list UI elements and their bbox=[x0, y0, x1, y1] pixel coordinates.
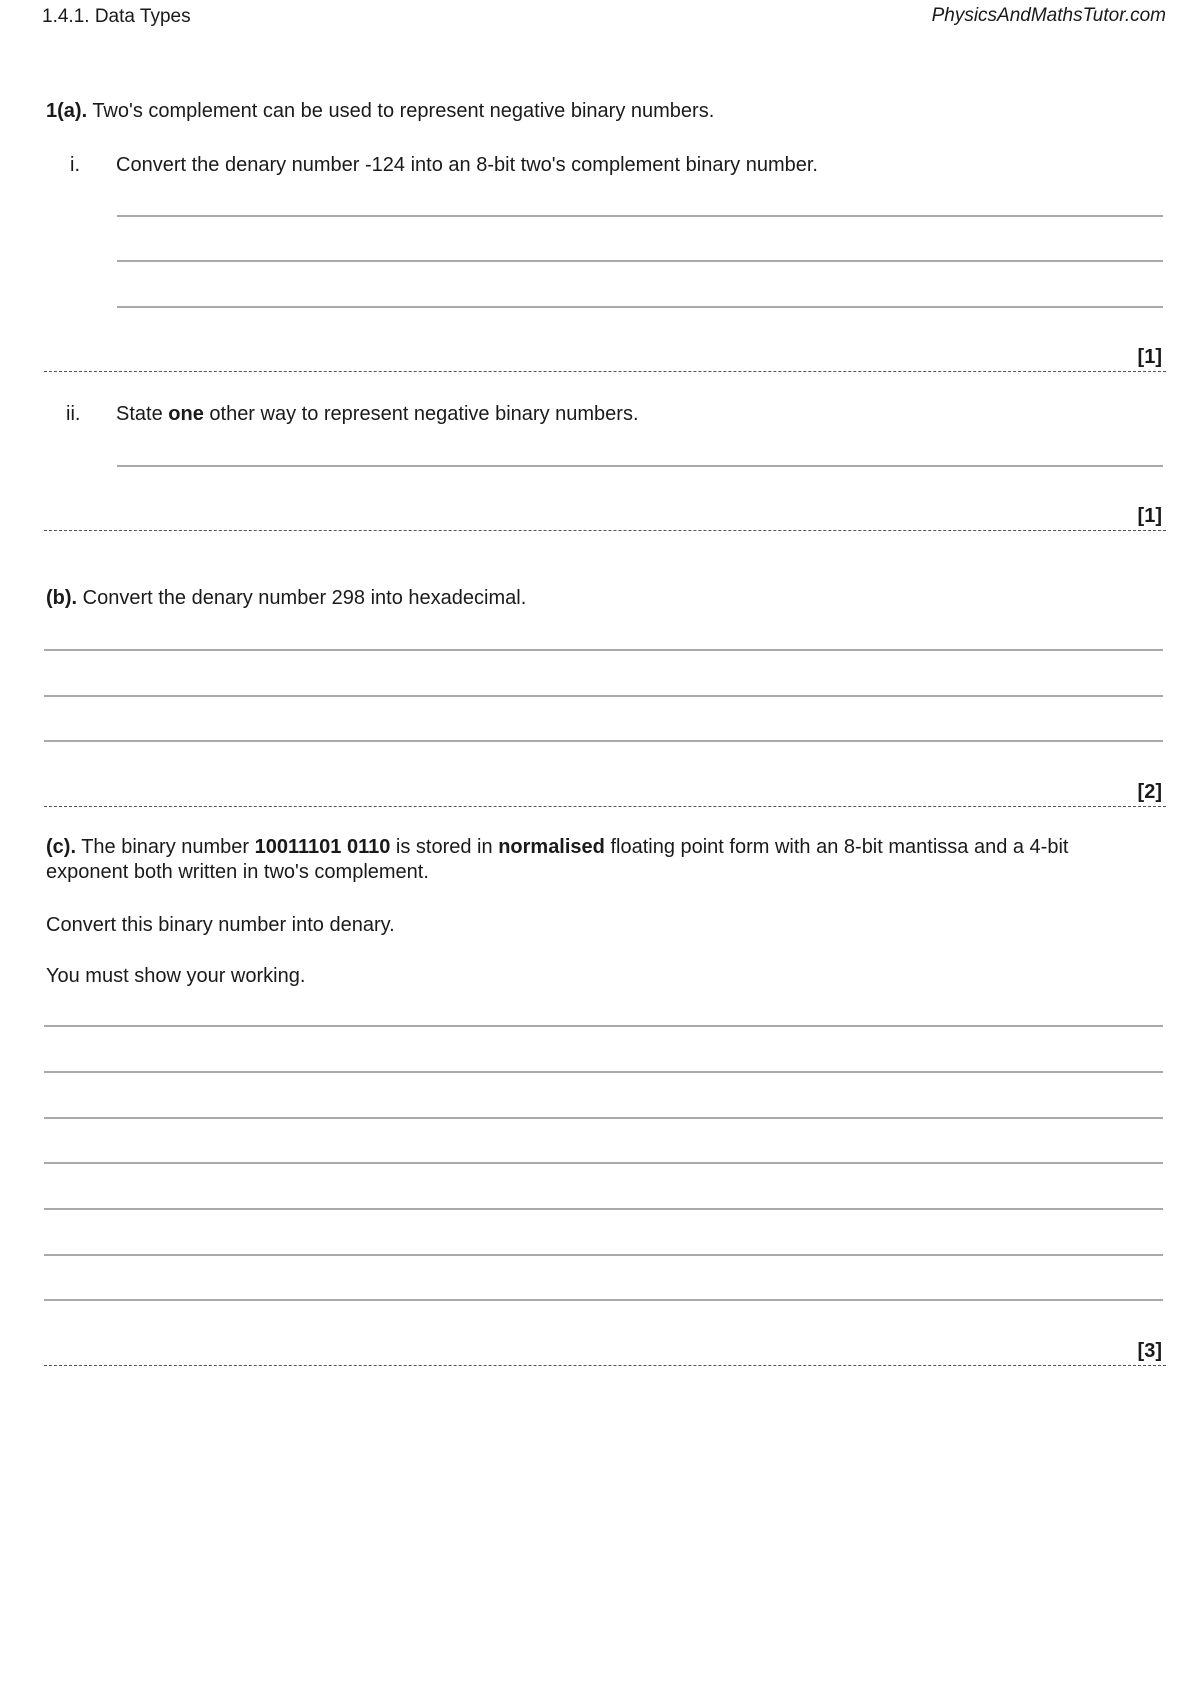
dashed-separator bbox=[44, 530, 1166, 531]
question-1c-text-c: floating point form with an 8-bit mantissa and a 4-bit exponent both written in two's complement. bbox=[46, 836, 1069, 883]
answer-line[interactable] bbox=[117, 260, 1163, 262]
subpart-ii-number: ii. bbox=[66, 403, 81, 425]
marks-badge: [1] bbox=[1137, 505, 1162, 527]
question-1a-intro bbox=[46, 99, 1156, 124]
subpart-ii-text bbox=[116, 403, 639, 426]
question-1c-text-b: is stored in bbox=[390, 836, 499, 858]
question-1c bbox=[46, 835, 1156, 885]
question-1b-text: Convert the denary number 298 into hexadecimal. bbox=[77, 587, 527, 609]
subpart-i-number: i. bbox=[70, 154, 80, 176]
answer-line[interactable] bbox=[44, 1208, 1163, 1210]
binary-value: 10011101 0110 bbox=[254, 836, 391, 858]
question-1a-text: Two's complement can be used to represent negative binary numbers. bbox=[87, 100, 715, 122]
section-heading: 1.4.1. Data Types bbox=[42, 6, 191, 27]
dashed-separator bbox=[44, 806, 1166, 807]
dashed-separator bbox=[44, 1365, 1166, 1366]
answer-line[interactable] bbox=[117, 306, 1163, 308]
question-1a-label: 1(a). bbox=[46, 100, 88, 122]
subpart-ii-text-post: other way to represent negative binary numbers. bbox=[203, 403, 639, 425]
answer-line[interactable] bbox=[44, 1254, 1163, 1256]
subpart-ii-text-pre: State bbox=[116, 403, 169, 425]
question-1b bbox=[46, 586, 1156, 611]
marks-badge: [3] bbox=[1137, 1340, 1162, 1362]
site-name: PhysicsAndMathsTutor.com bbox=[931, 5, 1166, 26]
answer-line[interactable] bbox=[44, 1071, 1163, 1073]
answer-line[interactable] bbox=[44, 740, 1163, 742]
answer-line[interactable] bbox=[44, 1299, 1163, 1301]
instruction-convert: Convert this binary number into denary. bbox=[46, 914, 395, 936]
answer-line[interactable] bbox=[44, 649, 1163, 651]
answer-line[interactable] bbox=[44, 1025, 1163, 1027]
subpart-i-text: Convert the denary number -124 into an 8-bit two's complement binary number. bbox=[116, 154, 818, 176]
marks-badge: [2] bbox=[1137, 781, 1162, 803]
answer-line[interactable] bbox=[44, 1117, 1163, 1119]
instruction-working: You must show your working. bbox=[46, 965, 306, 987]
question-1c-label: (c). bbox=[46, 836, 76, 858]
dashed-separator bbox=[44, 371, 1166, 372]
answer-line[interactable] bbox=[117, 465, 1163, 467]
question-1c-emphasis: normalised bbox=[498, 836, 605, 858]
marks-badge: [1] bbox=[1137, 346, 1162, 368]
answer-line[interactable] bbox=[117, 215, 1163, 217]
answer-line[interactable] bbox=[44, 1162, 1163, 1164]
question-1c-text-a: The binary number bbox=[76, 836, 255, 858]
question-1b-label: (b). bbox=[46, 587, 78, 609]
answer-line[interactable] bbox=[44, 695, 1163, 697]
subpart-ii-emphasis: one bbox=[168, 403, 204, 425]
